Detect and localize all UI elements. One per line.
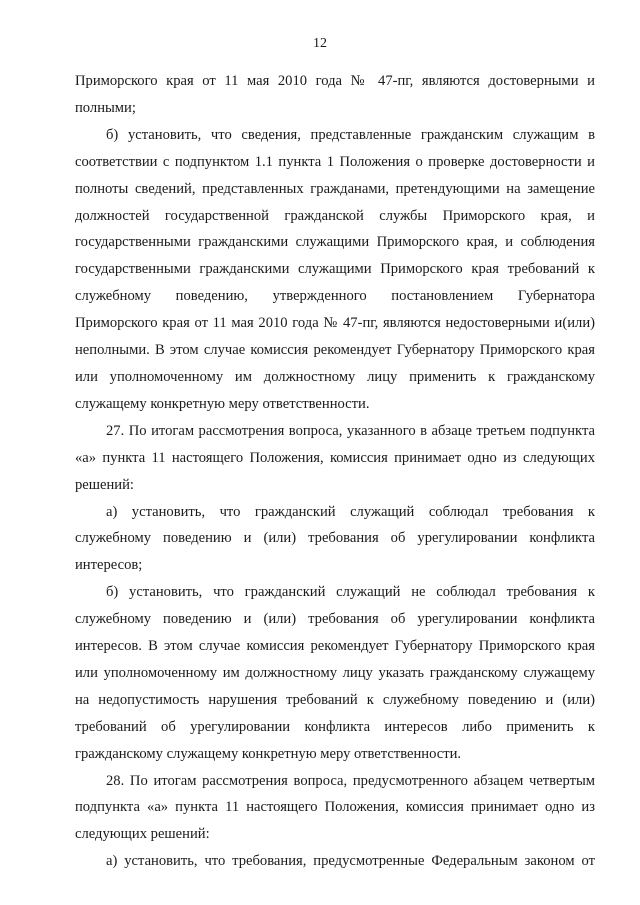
- page-number: 12: [313, 36, 327, 51]
- paragraph-item-b-unreliable: б) установить, что сведения, представленные гражданским служащим в соответствии с подпунктом 1.1 пункта 1 Положения о проверке достоверности и полноты сведений, представленных гражданами, претендующими на замещение должностей государственной гражданской службы Приморского края, и государственными гражданскими служащими Приморского края, и соблюдения государственными гражданскими служащими Приморского края требований к служебному поведению, утвержденного постановлением Губернатора Приморского края от 11 мая 2010 года № 47-пг, являются недостоверными и(или) неполными. В этом случае комиссия рекомендует Губернатору Приморского края или уполномоченному им должностному лицу применить к гражданскому служащему конкретную меру ответственности.: [75, 126, 595, 412]
- paragraph-28: 28. По итогам рассмотрения вопроса, предусмотренного абзацем четвертым подпункта «а» пункта 11 настоящего Положения, комиссия принимает одно из следующих решений:: [75, 772, 595, 843]
- document-body: [75, 68, 595, 875]
- paragraph-continuation: Приморского края от 11 мая 2010 года № 47-пг, являются достоверными и полными;: [75, 73, 595, 116]
- paragraph-27-item-b: б) установить, что гражданский служащий не соблюдал требования к служебному поведению и (или) требования об урегулировании конфликта интересов. В этом случае комиссия рекомендует Губернатору Приморского края или уполномоченному им должностному лицу указать гражданскому служащему на недопустимость нарушения требований к служебному поведению и (или) требований об урегулировании конфликта интересов либо применить к гражданскому служащему конкретную меру ответственности.: [75, 584, 595, 762]
- paragraph-27: 27. По итогам рассмотрения вопроса, указанного в абзаце третьем подпункта «а» пункта 11 настоящего Положения, комиссия принимает одно из следующих решений:: [75, 422, 595, 493]
- paragraph-27-item-a: а) установить, что гражданский служащий соблюдал требования к служебному поведению и (или) требования об урегулировании конфликта интересов;: [75, 503, 595, 574]
- paragraph-28-item-a: а) установить, что требования, предусмотренные Федеральным законом от: [106, 853, 595, 870]
